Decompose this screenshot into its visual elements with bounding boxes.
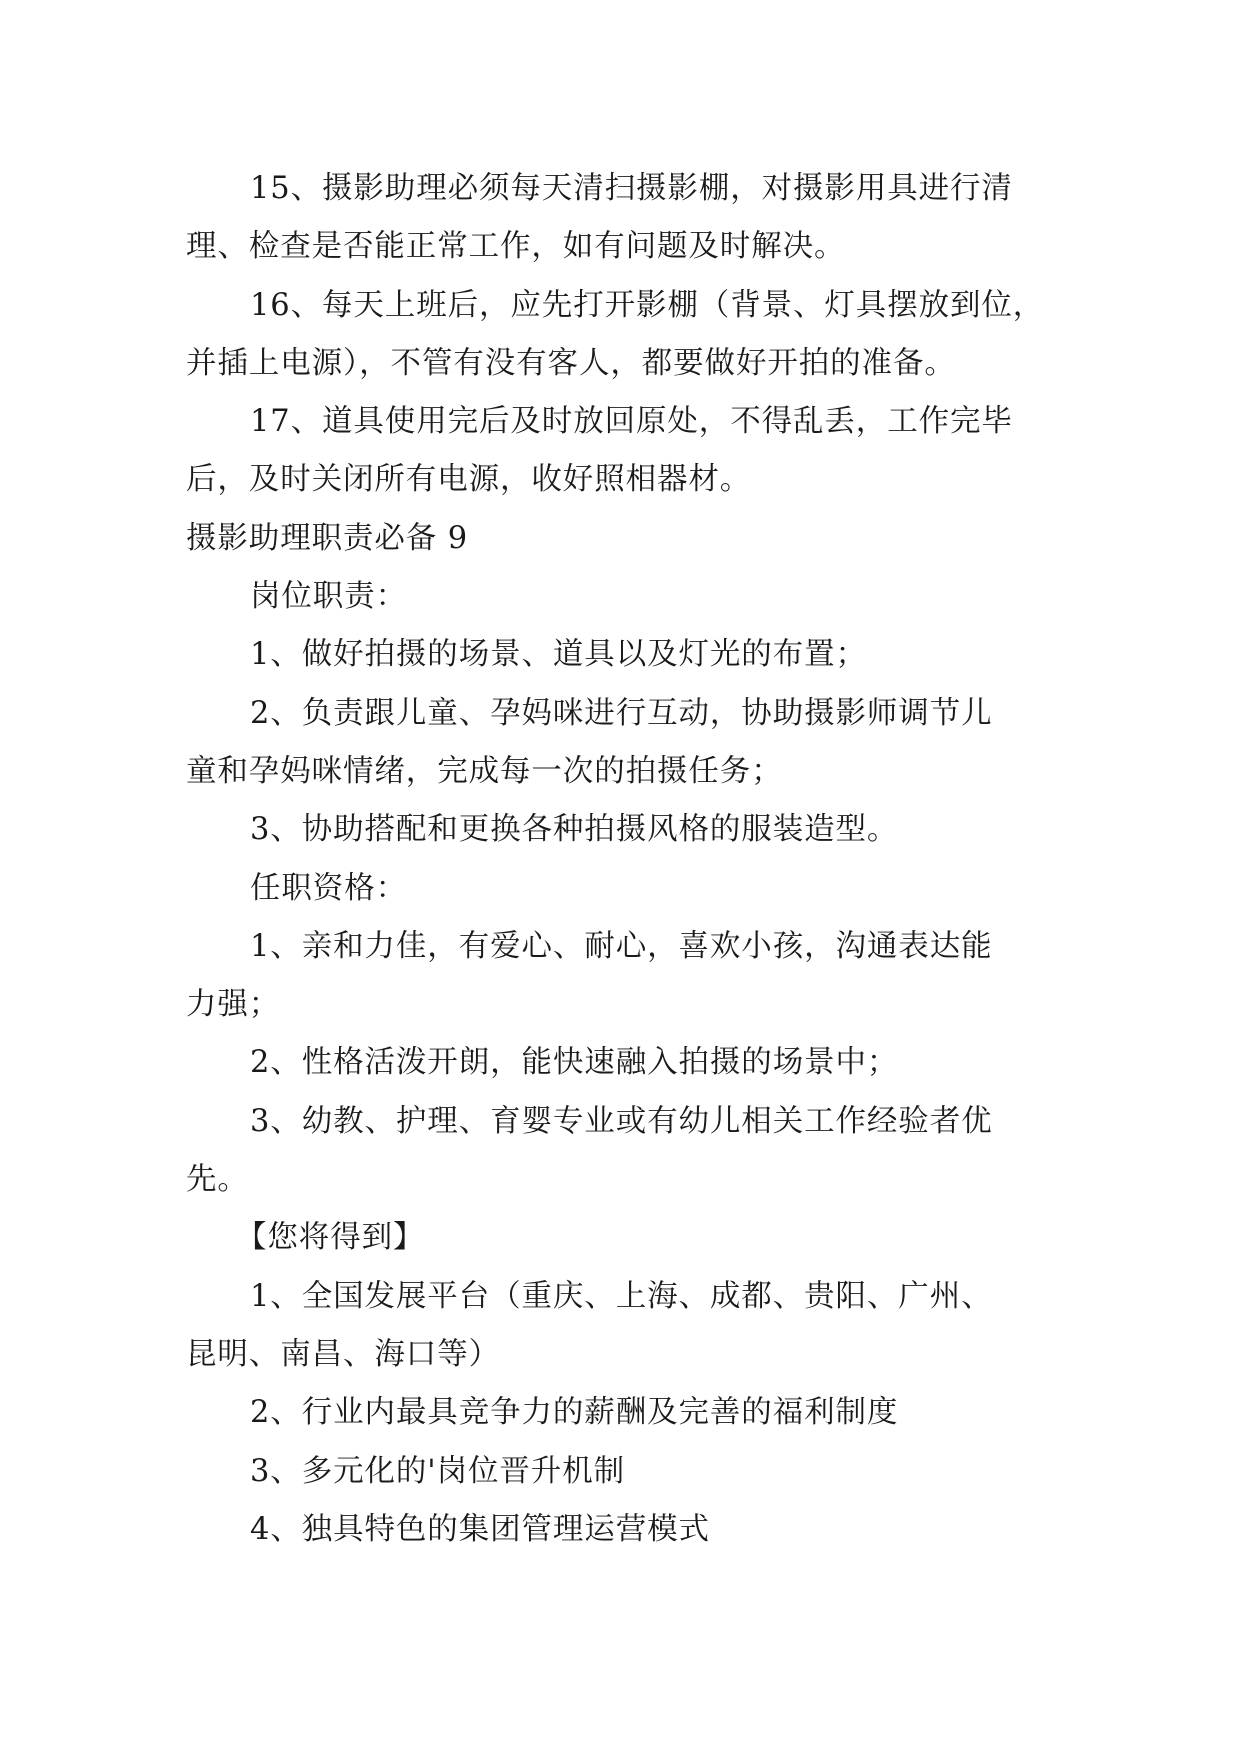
document-body: [186, 160, 1056, 1559]
duty-item-2-line-2: 童和孕妈咪情绪，完成每一次的拍摄任务；: [186, 753, 783, 789]
benefit-item-3: 3、多元化的'岗位晋升机制: [250, 1453, 625, 1489]
paragraph-17-line-2: 后，及时关闭所有电源，收好照相器材。: [186, 462, 752, 498]
qualifications-heading: 任职资格：: [250, 870, 407, 906]
benefit-item-4: 4、独具特色的集团管理运营模式: [250, 1511, 710, 1547]
duty-item-1: 1、做好拍摄的场景、道具以及灯光的布置；: [250, 637, 867, 673]
benefit-item-2: 2、行业内最具竞争力的薪酬及完善的福利制度: [250, 1395, 899, 1431]
section-title: 摄影助理职责必备 9: [186, 520, 469, 556]
paragraph-16-line-2: 并插上电源），不管有没有客人，都要做好开拍的准备。: [186, 345, 956, 381]
qualification-item-1-line-1: 1、亲和力佳，有爱心、耐心，喜欢小孩，沟通表达能: [250, 928, 993, 964]
qualification-item-1-line-2: 力强；: [186, 987, 281, 1023]
paragraph-17-line-1: 17、道具使用完后及时放回原处，不得乱丢，工作完毕: [250, 404, 1013, 440]
paragraph-15-line-1: 15、摄影助理必须每天清扫摄影棚，对摄影用具进行清: [250, 171, 1013, 206]
duty-item-3: 3、协助搭配和更换各种拍摄风格的服装造型。: [250, 812, 899, 848]
job-duties-heading: 岗位职责：: [250, 579, 407, 615]
benefit-item-1-line-1: 1、全国发展平台（重庆、上海、成都、贵阳、广州、: [250, 1278, 993, 1314]
paragraph-15-line-2: 理、检查是否能正常工作，如有问题及时解决。: [186, 229, 846, 265]
qualification-item-2: 2、性格活泼开朗，能快速融入拍摄的场景中；: [250, 1045, 899, 1081]
qualification-item-3-line-2: 先。: [186, 1162, 249, 1198]
paragraph-16-line-1: 16、每天上班后，应先打开影棚（背景、灯具摆放到位，: [250, 287, 1045, 323]
qualification-item-3-line-1: 3、幼教、护理、育婴专业或有幼儿相关工作经验者优: [250, 1103, 993, 1139]
benefits-heading: 【您将得到】: [236, 1220, 425, 1256]
duty-item-2-line-1: 2、负责跟儿童、孕妈咪进行互动，协助摄影师调节儿: [250, 695, 993, 731]
benefit-item-1-line-2: 昆明、南昌、海口等）: [186, 1336, 500, 1372]
